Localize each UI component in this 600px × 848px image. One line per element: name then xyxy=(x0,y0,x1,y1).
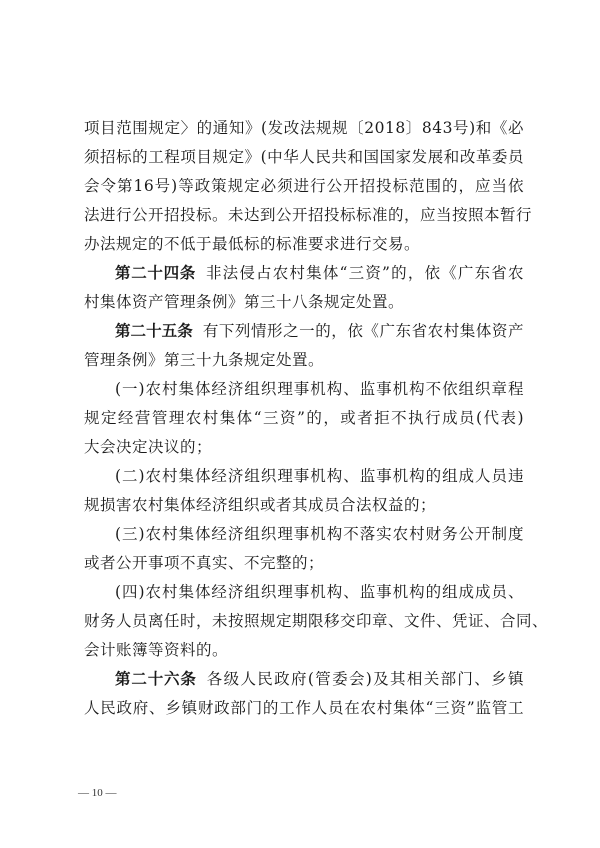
text-line: 法进行公开招投标。未达到公开招投标标准的，应当按照本暂行 xyxy=(84,206,533,224)
text-line: 会令第16号)等政策规定必须进行公开招投标范围的，应当依 xyxy=(84,177,524,195)
paragraph-continuation xyxy=(84,114,533,259)
text-line: 人民政府、乡镇财政部门的工作人员在农村集体“三资”监管工 xyxy=(84,699,524,717)
document-body xyxy=(84,114,549,723)
article-24 xyxy=(84,259,524,317)
article-number: 第二十四条 xyxy=(115,264,196,282)
page-number: — 10 — xyxy=(78,787,117,799)
article-text: 非法侵占农村集体“三资”的，依《广东省农 xyxy=(205,264,524,282)
text-line: (三)农村集体经济组织理事机构不落实农村财务公开制度 xyxy=(115,525,524,543)
text-line xyxy=(84,665,524,694)
text-line: 项目范围规定〉的通知》(发改法规规〔2018〕843号)和《必 xyxy=(84,119,524,137)
text-line: 财务人员离任时，未按照规定期限移交印章、文件、凭证、合同、 xyxy=(84,612,549,630)
text-line: 规损害农村集体经济组织或者其成员合法权益的； xyxy=(84,496,437,514)
text-line xyxy=(84,259,524,288)
text-line xyxy=(84,317,524,346)
text-line: 规定经营管理农村集体“三资”的，或者拒不执行成员(代表) xyxy=(84,409,524,427)
text-line: 会计账簿等资料的。 xyxy=(84,641,229,659)
list-item-4 xyxy=(84,578,549,665)
article-26 xyxy=(84,665,524,723)
text-line: 管理条例》第三十九条规定处置。 xyxy=(84,351,325,369)
text-line: (四)农村集体经济组织理事机构、监事机构的组成成员、 xyxy=(115,583,524,601)
list-item-3 xyxy=(84,520,524,578)
list-item-2 xyxy=(84,462,524,520)
text-line: 大会决定决议的； xyxy=(84,438,213,456)
list-item-1 xyxy=(84,375,524,462)
article-text: 有下列情形之一的，依《广东省农村集体资产 xyxy=(202,322,524,340)
text-line: 或者公开事项不真实、不完整的； xyxy=(84,554,325,572)
text-line: 办法规定的不低于最低标的标准要求进行交易。 xyxy=(84,235,421,253)
text-line: (二)农村集体经济组织理事机构、监事机构的组成人员违 xyxy=(115,467,524,485)
article-text: 各级人民政府(管委会)及其相关部门、乡镇 xyxy=(206,670,524,688)
text-line: 须招标的工程项目规定》(中华人民共和国国家发展和改革委员 xyxy=(84,148,524,166)
article-number: 第二十五条 xyxy=(115,322,193,340)
text-line: (一)农村集体经济组织理事机构、监事机构不依组织章程 xyxy=(115,380,524,398)
text-line: 村集体资产管理条例》第三十八条规定处置。 xyxy=(84,293,405,311)
article-25 xyxy=(84,317,524,375)
article-number: 第二十六条 xyxy=(115,670,197,688)
